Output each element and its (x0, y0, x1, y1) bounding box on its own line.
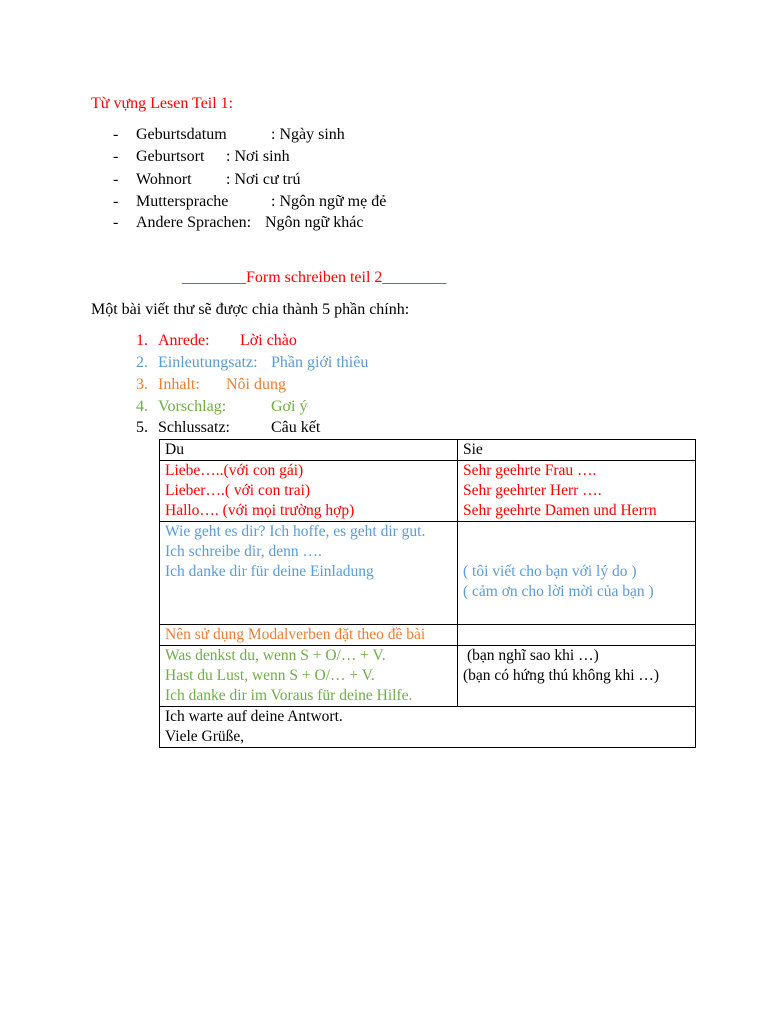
inhalt-sie-cell (458, 625, 696, 646)
header-sie: Sie (458, 440, 696, 461)
einleitung-du-line: Wie geht es dir? Ich hoffe, es geht dir gut. (165, 523, 426, 540)
part-term-vi: Phần giới thiêu (271, 354, 369, 371)
part-term-de: Vorschlag: (158, 398, 227, 415)
vocab-term-vi: : Nơi sinh (226, 148, 290, 165)
table-row-einleitung (160, 522, 696, 625)
vorschlag-du-line: Hast du Lust, wenn S + O/… + V. (165, 667, 375, 684)
header-du: Du (160, 440, 458, 461)
schluss-line: Viele Grüße, (165, 728, 245, 745)
part-term-de: Einleutungsatz: (158, 354, 258, 371)
einleitung-sie-line: ( cảm ơn cho lời mời của bạn ) (463, 583, 654, 600)
bullet-dash: - (113, 214, 119, 231)
einleitung-du-line: Ich danke dir für deine Einladung (165, 563, 374, 580)
part-term-vi: Gơi ý (271, 398, 308, 415)
vocab-term-vi: Ngôn ngữ khác (265, 214, 364, 231)
part-term-de: Inhalt: (158, 376, 200, 393)
schluss-line: Ich warte auf deine Antwort. (165, 708, 343, 725)
part-term-vi: Nôi dung (226, 376, 286, 393)
part-number: 5. (136, 419, 148, 436)
vocab-term-vi: : Nơi cư trú (226, 171, 301, 188)
table-header-row (160, 440, 696, 461)
vocab-term-de: Geburtsdatum (136, 126, 227, 143)
vorschlag-sie-line: (bạn nghĩ sao khi …) (467, 647, 599, 664)
part-term-vi: Câu kết (271, 419, 321, 436)
part-number: 2. (136, 354, 148, 371)
anrede-du-line: Hallo…. (với mọi trường hợp) (165, 502, 355, 519)
anrede-sie-line: Sehr geehrte Frau …. (463, 462, 597, 479)
inhalt-du-line: Nên sử dụng Modalverben đặt theo đề bài (165, 626, 426, 643)
bullet-dash: - (113, 193, 119, 210)
anrede-sie-cell (458, 461, 696, 522)
vocab-term-de: Wohnort (136, 171, 192, 188)
table-row-schluss (160, 707, 696, 748)
bullet-dash: - (113, 126, 119, 143)
vorschlag-du-line: Ich danke dir im Voraus für deine Hilfe. (165, 687, 413, 704)
einleitung-sie-line: ( tôi viết cho bạn với lý do ) (463, 563, 637, 580)
anrede-du-line: Liebe…..(với con gái) (165, 462, 304, 479)
anrede-du-line: Lieber….( với con trai) (165, 482, 311, 499)
anrede-sie-line: Sehr geehrter Herr …. (463, 482, 602, 499)
einleitung-sie-cell (458, 522, 696, 625)
part-term-de: Anrede: (158, 332, 210, 349)
vocab-term-de: Geburtsort (136, 148, 205, 165)
vorschlag-du-cell (160, 646, 458, 707)
schluss-cell (160, 707, 696, 748)
einleitung-du-line: Ich schreibe dir, denn …. (165, 543, 322, 560)
einleitung-du-cell (160, 522, 458, 625)
letter-structure-table (159, 439, 696, 748)
anrede-du-cell (160, 461, 458, 522)
table-row-vorschlag (160, 646, 696, 707)
vocab-term-de: Muttersprache (136, 193, 229, 210)
vocab-term-vi: : Ngày sinh (271, 126, 345, 143)
vocab-term-de: Andere Sprachen: (136, 214, 252, 231)
vorschlag-sie-line: (bạn có hứng thú không khi …) (463, 667, 660, 684)
table-row-inhalt (160, 625, 696, 646)
vorschlag-du-line: Was denkst du, wenn S + O/… + V. (165, 647, 386, 664)
bullet-dash: - (113, 171, 119, 188)
part-term-de: Schlussatz: (158, 419, 230, 436)
vocab-term-vi: : Ngôn ngữ mẹ đẻ (271, 193, 387, 210)
form-intro: Một bài viết thư sẽ được chia thành 5 phần chính: (91, 301, 410, 318)
vorschlag-sie-cell (458, 646, 696, 707)
vocab-title: Từ vựng Lesen Teil 1: (91, 95, 234, 112)
anrede-sie-line: Sehr geehrte Damen und Herrn (463, 502, 657, 519)
part-term-vi: Lời chào (240, 332, 297, 349)
bullet-dash: - (113, 148, 119, 165)
inhalt-du-cell (160, 625, 458, 646)
part-number: 4. (136, 398, 148, 415)
form-heading: ________Form schreiben teil 2________ (182, 269, 447, 286)
part-number: 3. (136, 376, 148, 393)
table-row-anrede (160, 461, 696, 522)
part-number: 1. (136, 332, 148, 349)
